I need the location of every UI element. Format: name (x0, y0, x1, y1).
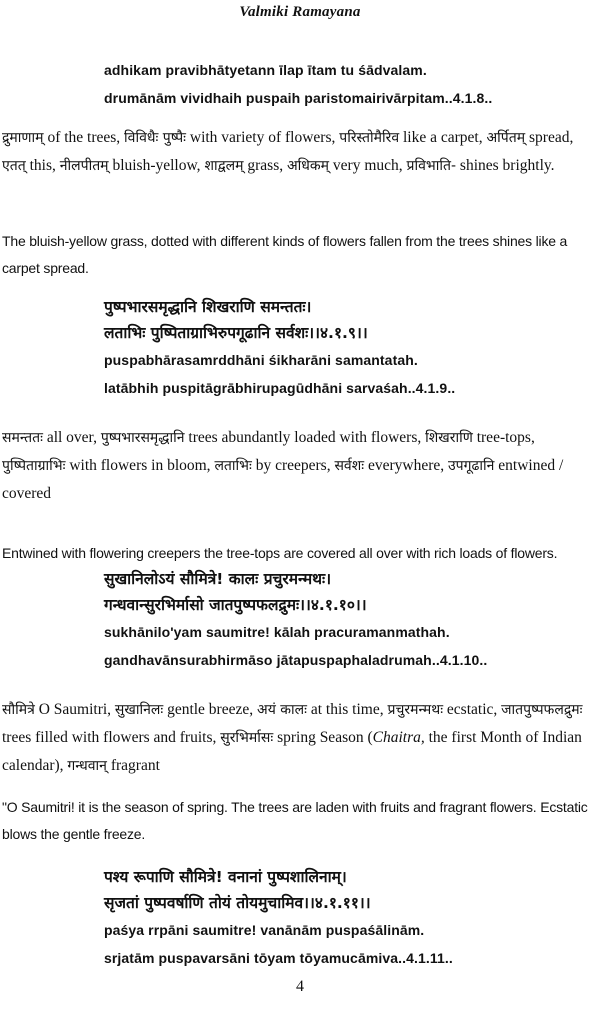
gloss-meaning: shines brightly. (456, 157, 555, 174)
gloss-sanskrit-term: अधिकम् (286, 158, 330, 174)
word-gloss-4-1-9 (2, 424, 594, 507)
verse-4-1-9 (104, 296, 592, 402)
gloss-sanskrit-term: द्रुमाणाम् (2, 130, 44, 146)
gloss-meaning: ecstatic, (443, 701, 502, 718)
gloss-meaning: at this time, (306, 701, 388, 718)
gloss-sanskrit-term: सुखानिलः (114, 702, 164, 718)
gloss-sanskrit-term: प्रचुरमन्मथः (387, 702, 444, 718)
gloss-meaning: everywhere, (364, 457, 448, 474)
gloss-sanskrit-term: समन्ततः (2, 430, 43, 446)
gloss-sanskrit-term: शाद्वलम् (204, 158, 244, 174)
gloss-meaning: O Saumitri, (34, 701, 115, 718)
gloss-meaning: trees abundantly loaded with flowers, (184, 429, 426, 446)
gloss-sanskrit-term: विविधैः पुष्पैः (124, 130, 186, 146)
page-number: 4 (296, 978, 304, 995)
gloss-meaning: gentle breeze, (163, 701, 257, 718)
verse-translit-line: drumānām vividhaih puspaih paristomairivārpitam..4.1.8.. (104, 90, 493, 106)
gloss-sanskrit-term: पुष्पिताग्राभिः (2, 458, 66, 474)
gloss-meaning: the first Month of Indian calendar), (2, 729, 582, 774)
gloss-sanskrit-term: प्रविभाति- (406, 158, 457, 174)
gloss-meaning: fragrant (106, 757, 160, 774)
translation-4-1-9: Entwined with flowering creepers the tree-tops are covered all over with rich loads of flowers. (2, 545, 558, 561)
gloss-meaning: tree-tops, (472, 429, 535, 446)
gloss-meaning: grass, (243, 157, 287, 174)
gloss-sanskrit-term: शिखराणि (425, 430, 473, 446)
gloss-sanskrit-term: लताभिः (214, 458, 252, 474)
gloss-sanskrit-term: सर्वशः (334, 458, 365, 474)
verse-devanagari-line: लताभिः पुष्पिताग्राभिरुपगूढानि सर्वशः।।४.१.९।। (104, 324, 368, 342)
gloss-meaning: spring Season ( (273, 729, 373, 746)
verse-translit-line: paśya rrpāni saumitre! vanānām puspaśālinām. (104, 922, 425, 938)
gloss-sanskrit-term: उपगूढानि (448, 458, 495, 474)
verse-translit-line: puspabhārasamrddhāni śikharāni samantatah. (104, 352, 418, 368)
gloss-month-name: Chaitra, (372, 729, 425, 746)
verse-translit-line: gandhavānsurabhirmāso jātapuspaphaladrumah..4.1.10.. (104, 652, 488, 668)
gloss-meaning: all over, (42, 429, 101, 446)
gloss-sanskrit-term: गन्धवान् (67, 758, 107, 774)
verse-4-1-8 (104, 56, 592, 112)
verse-devanagari-line: सृजतां पुष्पवर्षाणि तोयं तोयमुचामिव।।४.१.११।। (104, 894, 371, 912)
gloss-meaning: bluish-yellow, (108, 157, 205, 174)
gloss-meaning: entwined / covered (2, 457, 564, 502)
gloss-meaning: like a carpet, (399, 129, 487, 146)
gloss-sanskrit-term: अर्पितम् (486, 130, 526, 146)
verse-devanagari-line: पश्य रूपाणि सौमित्रे! वनानां पुष्पशालिनाम्। (104, 868, 347, 886)
gloss-sanskrit-term: परिस्तोमैरिव (339, 130, 400, 146)
translation-4-1-10: "O Saumitri! it is the season of spring. The trees are laden with fruits and fragrant flowers. Ecstatic blows the gentle freeze. (2, 799, 588, 842)
gloss-sanskrit-term: सौमित्रे (2, 702, 35, 718)
gloss-meaning: by creepers, (251, 457, 335, 474)
verse-4-1-10 (104, 568, 592, 674)
word-gloss-4-1-10 (2, 696, 594, 780)
verse-devanagari-line: पुष्पभारसमृद्धानि शिखराणि समन्ततः। (104, 298, 312, 316)
gloss-sanskrit-term: एतत् (2, 158, 26, 174)
gloss-meaning: of the trees, (43, 129, 125, 146)
gloss-meaning: spread, (525, 129, 574, 146)
running-header: Valmiki Ramayana (239, 4, 361, 20)
gloss-meaning: very much, (329, 157, 407, 174)
gloss-sanskrit-term: अयं कालः (257, 702, 307, 718)
verse-translit-line: srjatām puspavarsāni tōyam tōyamucāmiva..4.1.11.. (104, 950, 453, 966)
word-gloss-4-1-8 (2, 124, 594, 180)
gloss-meaning: this, (25, 157, 60, 174)
verse-4-1-11 (104, 866, 592, 972)
verse-translit-line: sukhānilo'yam saumitre! kālah pracuramanmathah. (104, 624, 450, 640)
verse-translit-line: latābhih puspitāgrābhirupagūdhāni sarvaśah..4.1.9.. (104, 380, 456, 396)
verse-devanagari-line: गन्धवान्सुरभिर्मासो जातपुष्पफलद्रुमः।।४.१.१०।। (104, 596, 367, 614)
gloss-meaning: with variety of flowers, (186, 129, 340, 146)
gloss-meaning: with flowers in bloom, (65, 457, 215, 474)
translation-4-1-8: The bluish-yellow grass, dotted with different kinds of flowers fallen from the trees shines like a carpet spread. (2, 233, 568, 276)
gloss-sanskrit-term: पुष्पभारसमृद्धानि (100, 430, 185, 446)
verse-translit-line: adhikam pravibhātyetann īlap ītam tu śādvalam. (104, 62, 427, 78)
gloss-sanskrit-term: जातपुष्पफलद्रुमः (501, 702, 583, 718)
gloss-meaning: trees filled with flowers and fruits, (2, 729, 221, 746)
gloss-sanskrit-term: नीलपीतम् (59, 158, 109, 174)
verse-devanagari-line: सुखानिलोऽयं सौमित्रे! कालः प्रचुरमन्मथः। (104, 570, 332, 588)
gloss-sanskrit-term: सुरभिर्मासः (220, 730, 274, 746)
